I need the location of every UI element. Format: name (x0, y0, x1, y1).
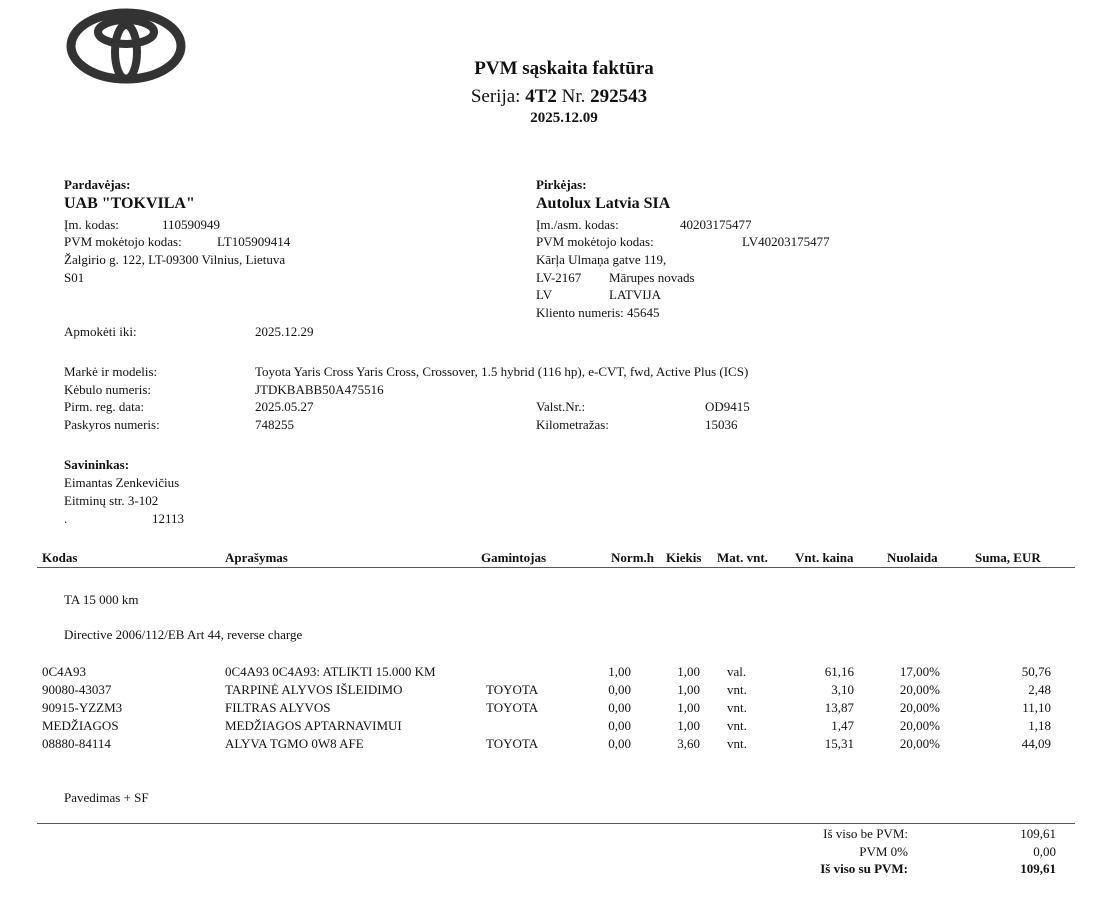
due-date-label: Apmokėti iki: (64, 324, 137, 339)
number-value: 292543 (590, 86, 648, 107)
line-unit: vnt. (727, 700, 747, 715)
owner-label: Savininkas: (64, 457, 130, 472)
directive-note: Directive 2006/112/EB Art 44, reverse charge (64, 627, 303, 642)
line-unit-price: 1,47 (831, 718, 854, 733)
col-code: Kodas (42, 550, 78, 565)
line-unit: vnt. (727, 736, 747, 751)
seller-vat: LT105909414 (217, 234, 291, 249)
service-note: TA 15 000 km (64, 592, 139, 607)
vat-amount: 0,00 (1033, 844, 1056, 859)
line-norm-h: 0,00 (608, 736, 631, 751)
owner-name: Eimantas Zenkevičius (64, 475, 180, 490)
buyer-code-label: Įm./asm. kodas: (536, 217, 619, 232)
owner-dot: . (64, 511, 68, 526)
invoice-date: 2025.12.09 (530, 110, 598, 126)
line-qty: 1,00 (677, 700, 700, 715)
vehicle-plate-label: Valst.Nr.: (536, 399, 586, 414)
line-description: ALYVA TGMO 0W8 AFE (225, 736, 364, 751)
line-manufacturer: TOYOTA (486, 700, 539, 715)
col-description: Aprašymas (225, 550, 288, 565)
line-discount: 20,00% (899, 682, 940, 697)
line-description: FILTRAS ALYVOS (225, 700, 331, 715)
vat-label: PVM 0% (859, 844, 908, 859)
number-label: Nr. (561, 86, 586, 107)
buyer-name: Autolux Latvia SIA (536, 195, 671, 212)
line-unit: val. (727, 664, 747, 679)
line-unit: vnt. (727, 718, 747, 733)
col-unit-price: Vnt. kaina (795, 550, 854, 565)
col-discount: Nuolaida (887, 550, 938, 565)
buyer-country: LATVIJA (609, 287, 661, 302)
col-manufacturer: Gamintojas (481, 550, 546, 565)
line-norm-h: 0,00 (608, 718, 631, 733)
payment-method: Pavedimas + SF (64, 790, 149, 805)
line-code: 90915-YZZM3 (42, 700, 123, 715)
total-gross-label: Iš viso su PVM: (820, 861, 908, 876)
line-description: TARPINĖ ALYVOS IŠLEIDIMO (225, 682, 403, 697)
buyer-zip: LV-2167 (536, 270, 582, 285)
col-unit: Mat. vnt. (717, 550, 768, 565)
series-label: Serija: (470, 86, 521, 107)
buyer-code: 40203175477 (680, 217, 752, 232)
line-description: MEDŽIAGOS APTARNAVIMUI (225, 718, 402, 733)
col-norm-h: Norm.h (611, 550, 654, 565)
buyer-client-number: Kliento numeris: 45645 (536, 305, 660, 320)
line-sum: 2,48 (1028, 682, 1051, 697)
line-unit: vnt. (727, 682, 747, 697)
series-value: 4T2 (525, 86, 557, 107)
seller-label: Pardavėjas: (64, 177, 131, 192)
line-sum: 44,09 (1021, 736, 1051, 751)
line-sum: 1,18 (1028, 718, 1051, 733)
line-code: 08880-84114 (42, 736, 111, 751)
line-discount: 20,00% (899, 736, 940, 751)
line-discount: 20,00% (899, 718, 940, 733)
vehicle-model: Toyota Yaris Cross Yaris Cross, Crossover, 1.5 hybrid (116 hp), e-CVT, fwd, Active Plus (ICS) (255, 364, 749, 379)
line-unit-price: 15,31 (824, 736, 854, 751)
line-qty: 1,00 (677, 718, 700, 733)
vehicle-reg-label: Pirm. reg. data: (64, 399, 145, 414)
buyer-country-code: LV (536, 287, 553, 302)
invoice-series (0, 86, 1094, 108)
line-sum: 11,10 (1022, 700, 1051, 715)
line-sum: 50,76 (1021, 664, 1051, 679)
line-unit-price: 3,10 (831, 682, 854, 697)
seller-extra: S01 (64, 270, 85, 285)
line-norm-h: 0,00 (608, 682, 631, 697)
document-title: PVM sąskaita faktūra (474, 58, 654, 79)
seller-address: Žalgirio g. 122, LT-09300 Vilnius, Lietuva (64, 252, 286, 267)
line-norm-h: 1,00 (608, 664, 631, 679)
line-description: 0C4A93 0C4A93: ATLIKTI 15.000 KM (225, 664, 436, 679)
line-code: 90080-43037 (42, 682, 112, 697)
buyer-street: Kārļa Ulmaņa gatve 119, (536, 252, 667, 267)
account-label: Paskyros numeris: (64, 417, 160, 432)
due-date: 2025.12.29 (255, 324, 314, 339)
mileage-label: Kilometražas: (536, 417, 609, 432)
vehicle-reg: 2025.05.27 (255, 399, 314, 414)
vehicle-vin-label: Kėbulo numeris: (64, 382, 152, 397)
totals-divider (37, 823, 1075, 824)
line-norm-h: 0,00 (608, 700, 631, 715)
buyer-label: Pirkėjas: (536, 177, 587, 192)
seller-code-label: Įm. kodas: (64, 217, 119, 232)
seller-code: 110590949 (162, 217, 221, 232)
total-net-label: Iš viso be PVM: (823, 826, 908, 841)
mileage: 15036 (705, 417, 738, 432)
line-qty: 3,60 (677, 736, 700, 751)
line-manufacturer: TOYOTA (486, 682, 539, 697)
account-number: 748255 (255, 417, 294, 432)
owner-street: Eitminų str. 3-102 (64, 493, 159, 508)
line-discount: 20,00% (899, 700, 940, 715)
seller-vat-label: PVM mokėtojo kodas: (64, 234, 182, 249)
line-code: 0C4A93 (42, 664, 87, 679)
col-qty: Kiekis (666, 550, 702, 565)
line-code: MEDŽIAGOS (42, 718, 119, 733)
total-net: 109,61 (1020, 826, 1056, 841)
line-unit-price: 13,87 (824, 700, 854, 715)
line-manufacturer: TOYOTA (486, 736, 539, 751)
line-unit-price: 61,16 (824, 664, 854, 679)
owner-zip: 12113 (152, 511, 185, 526)
line-discount: 17,00% (899, 664, 940, 679)
buyer-city: Mārupes novads (609, 270, 695, 285)
buyer-vat: LV40203175477 (742, 234, 830, 249)
total-gross: 109,61 (1020, 861, 1056, 876)
seller-name: UAB "TOKVILA" (64, 195, 195, 212)
vehicle-plate: OD9415 (705, 399, 750, 414)
header-divider (37, 567, 1075, 568)
col-sum: Suma, EUR (975, 550, 1041, 565)
vehicle-model-label: Markė ir modelis: (64, 364, 158, 379)
line-qty: 1,00 (677, 664, 700, 679)
vehicle-vin: JTDKBABB50A475516 (255, 382, 384, 397)
line-qty: 1,00 (677, 682, 700, 697)
buyer-vat-label: PVM mokėtojo kodas: (536, 234, 654, 249)
